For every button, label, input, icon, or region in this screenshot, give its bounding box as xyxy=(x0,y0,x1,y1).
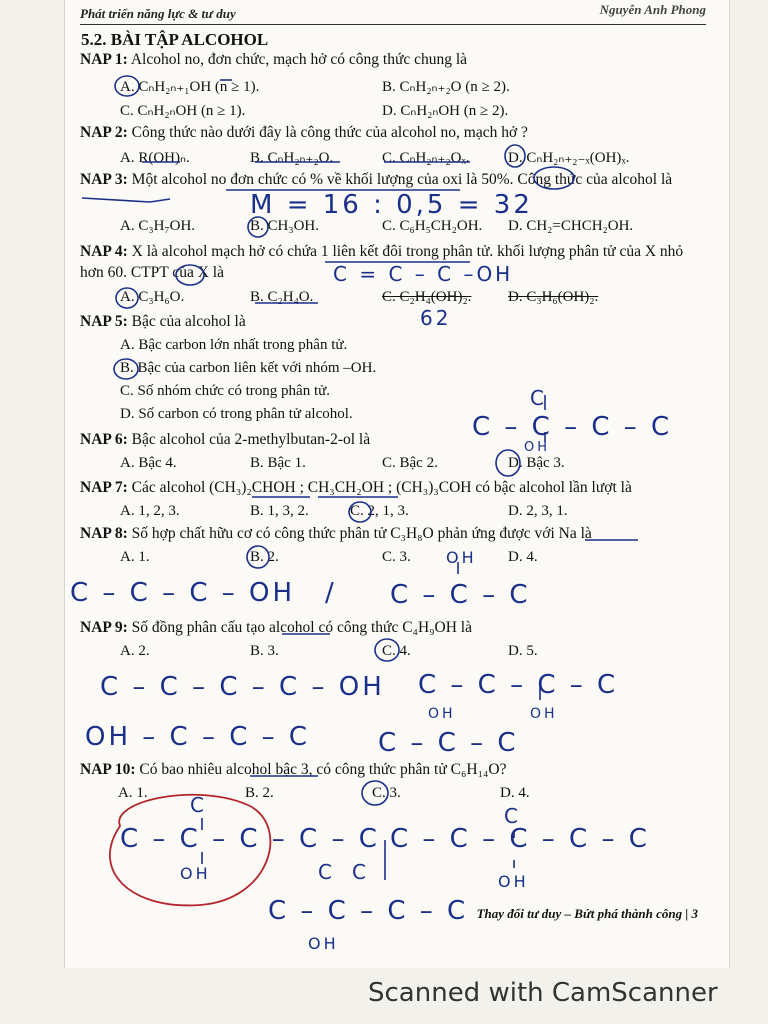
q9-option-c: C. 4. xyxy=(382,643,411,659)
handwritten-butanol-4: C – C – C xyxy=(378,728,519,758)
question-4: NAP 4: X là alcohol mạch hở có chứa 1 liên kết đôi trong phân tử. khối lượng phân tử của X nhỏ hơn 60. CTPT của X là xyxy=(80,243,684,281)
handwritten-struct-nap6: C – C – C – C xyxy=(472,412,673,442)
handwritten-oh-nap10-a: OH xyxy=(180,864,211,883)
question-8: NAP 8: Số hợp chất hữu cơ có công thức phân tử C₃H₈O phản ứng được với Na là xyxy=(80,525,592,542)
q6-option-a: A. Bậc 4. xyxy=(120,455,177,471)
q4-option-a: A. C₃H₆O. xyxy=(120,289,185,305)
q10-option-d: D. 4. xyxy=(500,785,530,801)
scanner-watermark: Scanned with CamScanner xyxy=(368,978,718,1008)
question-5: NAP 5: Bậc của alcohol là xyxy=(80,313,246,330)
q4-option-c: C. C₂H₄(OH)₂. xyxy=(382,289,472,305)
handwritten-mass-nap4: 62 xyxy=(420,306,452,330)
handwritten-oh-nap9-a: OH xyxy=(428,706,456,722)
q4-option-b: B. C₂H₄O. xyxy=(250,289,314,305)
q8-option-c: C. 3. xyxy=(382,549,411,565)
handwritten-oh-nap6: OH xyxy=(524,440,551,455)
q1-option-d: D. CₙH₂ₙOH (n ≥ 2). xyxy=(382,103,509,119)
q5-option-c: C. Số nhóm chức có trong phân tử. xyxy=(120,383,330,399)
q4-option-d: D. C₃H₆(OH)₂. xyxy=(508,289,599,305)
header-right: Nguyễn Anh Phong xyxy=(599,2,706,17)
q8-option-b: B. 2. xyxy=(250,549,279,565)
handwritten-oh-nap9-b: OH xyxy=(530,706,558,722)
handwritten-methyl-c-c: C xyxy=(318,860,335,884)
question-10: NAP 10: Có bao nhiêu alcohol bậc 3, có công thức phân tử C₆H₁₄O? xyxy=(80,761,507,778)
q1-option-a: A. CₙH₂ₙ₊₁OH (n ≥ 1). xyxy=(120,79,260,95)
q1-option-c: C. CₙH₂ₙOH (n ≥ 1). xyxy=(120,103,246,119)
q9-option-b: B. 3. xyxy=(250,643,279,659)
handwritten-hexanol-2: C – C – C – C – C xyxy=(390,824,650,854)
question-7: NAP 7: Các alcohol (CH₃)₂CHOH ; CH₃CH₂OH ; (CH₃)₃COH có bậc alcohol lần lượt là xyxy=(80,479,632,496)
q7-option-a: A. 1, 2, 3. xyxy=(120,503,180,519)
q5-option-b: B. Bậc của carbon liên kết với nhóm –OH. xyxy=(120,360,377,376)
handwritten-hexanol-3: C – C – C – C xyxy=(268,896,469,926)
handwritten-oh-nap10-c: OH xyxy=(308,934,339,953)
q6-option-d: D. Bậc 3. xyxy=(508,455,565,471)
page-header xyxy=(80,2,706,25)
header-left: Phát triển năng lực & tư duy xyxy=(80,6,236,21)
q2-option-b: B. CₙH₂ₙ₊₂O. xyxy=(250,150,334,166)
handwritten-propanol-2: C – C – C xyxy=(390,580,531,610)
q5-option-d: D. Số carbon có trong phân tử alcohol. xyxy=(120,406,353,422)
handwritten-oh-nap8: OH xyxy=(446,548,477,567)
handwritten-oh-nap10-b: OH xyxy=(498,872,529,891)
handwritten-struct-nap4: C = C – C –OH xyxy=(333,262,514,286)
q7-option-c: C. 2, 1, 3. xyxy=(350,503,409,519)
handwritten-calc-nap3: M = 16 : 0,5 = 32 xyxy=(250,190,533,220)
section-title: 5.2. BÀI TẬP ALCOHOL xyxy=(81,30,269,49)
q3-option-a: A. C₃H₇OH. xyxy=(120,218,196,234)
q5-option-a: A. Bậc carbon lớn nhất trong phân tử. xyxy=(120,337,348,353)
handwritten-methyl-c-d: C xyxy=(352,860,369,884)
q3-option-b: B. CH₃OH. xyxy=(250,218,319,234)
q3-option-d: D. CH₂=CHCH₂OH. xyxy=(508,218,634,234)
q1-option-b: B. CₙH₂ₙ₊₂O (n ≥ 2). xyxy=(382,79,510,95)
q9-option-a: A. 2. xyxy=(120,643,150,659)
q6-option-b: B. Bậc 1. xyxy=(250,455,306,471)
handwritten-propanol-1: C – C – C – OH xyxy=(70,578,296,608)
handwritten-methyl-c: C xyxy=(530,386,547,410)
question-1: NAP 1: Alcohol no, đơn chức, mạch hở có công thức chung là xyxy=(80,51,468,68)
q10-option-a: A. 1. xyxy=(118,785,148,801)
handwritten-butanol-3: OH – C – C – C xyxy=(85,722,311,752)
q3-option-c: C. C₆H₅CH₂OH. xyxy=(382,218,483,234)
handwritten-butanol-2: C – C – C – C xyxy=(418,670,619,700)
page-footer: Thay đổi tư duy – Bứt phá thành công | 3 xyxy=(476,906,698,921)
q8-option-a: A. 1. xyxy=(120,549,150,565)
q8-option-d: D. 4. xyxy=(508,549,538,565)
handwritten-hexanol-1: C – C – C – C – C xyxy=(120,824,380,854)
q2-option-a: A. R(OH)ₙ. xyxy=(120,150,190,166)
q2-option-d: D. CₙH₂ₙ₊₂₋ₓ(OH)ₓ. xyxy=(508,150,630,166)
q7-option-b: B. 1, 3, 2. xyxy=(250,503,309,519)
q10-option-c: C. 3. xyxy=(372,785,401,801)
handwritten-methyl-c-a: C xyxy=(190,793,207,817)
q7-option-d: D. 2, 3, 1. xyxy=(508,503,568,519)
question-3: NAP 3: Một alcohol no đơn chức có % về khối lượng của oxi là 50%. Công thức của alcohol là xyxy=(80,171,673,188)
handwritten-separator: / xyxy=(325,578,337,608)
handwritten-methyl-c-b: C xyxy=(504,804,521,828)
question-2: NAP 2: Công thức nào dưới đây là công thức của alcohol no, mạch hở ? xyxy=(80,124,528,141)
question-9: NAP 9: Số đồng phân cấu tạo alcohol có công thức C₄H₉OH là xyxy=(80,619,472,636)
q2-option-c: C. CₙH₂ₙ₊₂Oₓ. xyxy=(382,150,470,166)
q6-option-c: C. Bậc 2. xyxy=(382,455,438,471)
q9-option-d: D. 5. xyxy=(508,643,538,659)
handwritten-butanol-1: C – C – C – C – OH xyxy=(100,672,385,702)
question-6: NAP 6: Bậc alcohol của 2-methylbutan-2-ol là xyxy=(80,431,371,448)
q10-option-b: B. 2. xyxy=(245,785,274,801)
